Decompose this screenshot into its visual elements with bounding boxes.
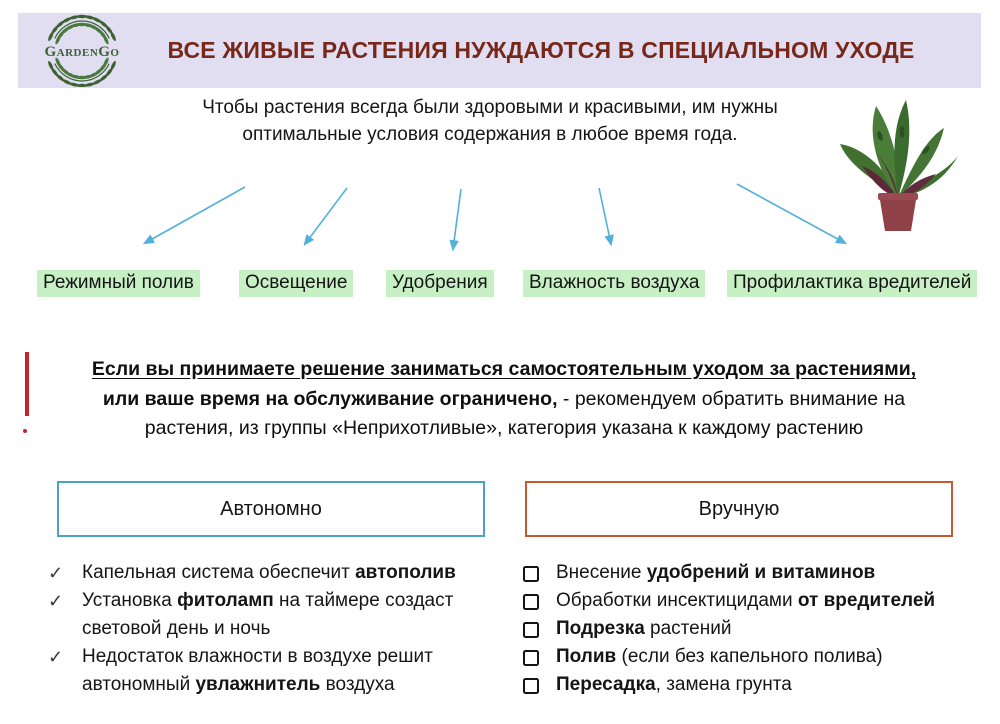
note-line-1: Если вы принимаете решение заниматься самостоятельным уходом за растениями, (91, 358, 917, 380)
wreath-leaf (47, 60, 54, 70)
checkmark-icon: ✓ (48, 591, 64, 611)
checkbox-square-icon (523, 622, 539, 638)
care-label: Влажность воздуха (523, 270, 705, 297)
list-item (523, 615, 965, 643)
autonomous-list (48, 559, 490, 699)
arrow-line (305, 188, 347, 244)
box-manual: Вручную (525, 481, 953, 537)
care-label: Профилактика вредителей (727, 270, 977, 297)
plant-image (818, 86, 978, 236)
arrow-line (599, 188, 611, 244)
list-item-text: Подрезка растений (556, 618, 732, 639)
checkbox-square-icon (523, 566, 539, 582)
list-item-text: Полив (если без капельного полива) (556, 646, 883, 667)
care-label: Удобрения (386, 270, 494, 297)
list-item-text: Капельная система обеспечит автополив (82, 562, 456, 583)
checkbox-square-icon (523, 650, 539, 666)
page-title: ВСЕ ЖИВЫЕ РАСТЕНИЯ НУЖДАЮТСЯ В СПЕЦИАЛЬНОМ УХОДЕ (167, 37, 915, 63)
manual-list (523, 559, 965, 699)
list-item-text: Пересадка, замена грунта (556, 674, 792, 695)
note-line-3: растения, из группы «Неприхотливые», категория указана к каждому растению (144, 417, 864, 439)
list-item-text: Недостаток влажности в воздухе решит автономный увлажнитель воздуха (82, 646, 433, 695)
checkbox-square-icon (523, 594, 539, 610)
list-item (523, 587, 965, 615)
list-item (523, 671, 965, 699)
note-paragraph (38, 355, 970, 444)
list-item (523, 559, 965, 587)
note-line-2: или ваше время на обслуживание ограничено, - рекомендуем обратить внимание на (102, 387, 906, 410)
accent-bar (25, 352, 29, 416)
accent-dot (23, 429, 27, 433)
checkbox-square-icon (523, 678, 539, 694)
care-label: Освещение (239, 270, 353, 297)
list-item (48, 587, 490, 643)
arrow-line (453, 189, 461, 249)
list-item (48, 559, 490, 587)
list-item-text: Установка фитоламп на таймере создаст световой день и ночь (82, 590, 454, 639)
care-label: Режимный полив (37, 270, 200, 297)
box-autonomous: Автономно (57, 481, 485, 537)
list-item (48, 643, 490, 699)
list-item-text: Внесение удобрений и витаминов (556, 562, 876, 583)
checkmark-icon: ✓ (48, 563, 64, 583)
checkmark-icon: ✓ (48, 647, 64, 667)
intro-text: Чтобы растения всегда были здоровыми и красивыми, им нужны оптимальные условия содержания в любое время года. (202, 97, 778, 145)
header-banner (18, 13, 981, 88)
list-item-text: Обработки инсектицидами от вредителей (556, 590, 936, 611)
logo-text: GardenGo (44, 44, 120, 60)
list-item (523, 643, 965, 671)
arrow-line (145, 187, 245, 243)
